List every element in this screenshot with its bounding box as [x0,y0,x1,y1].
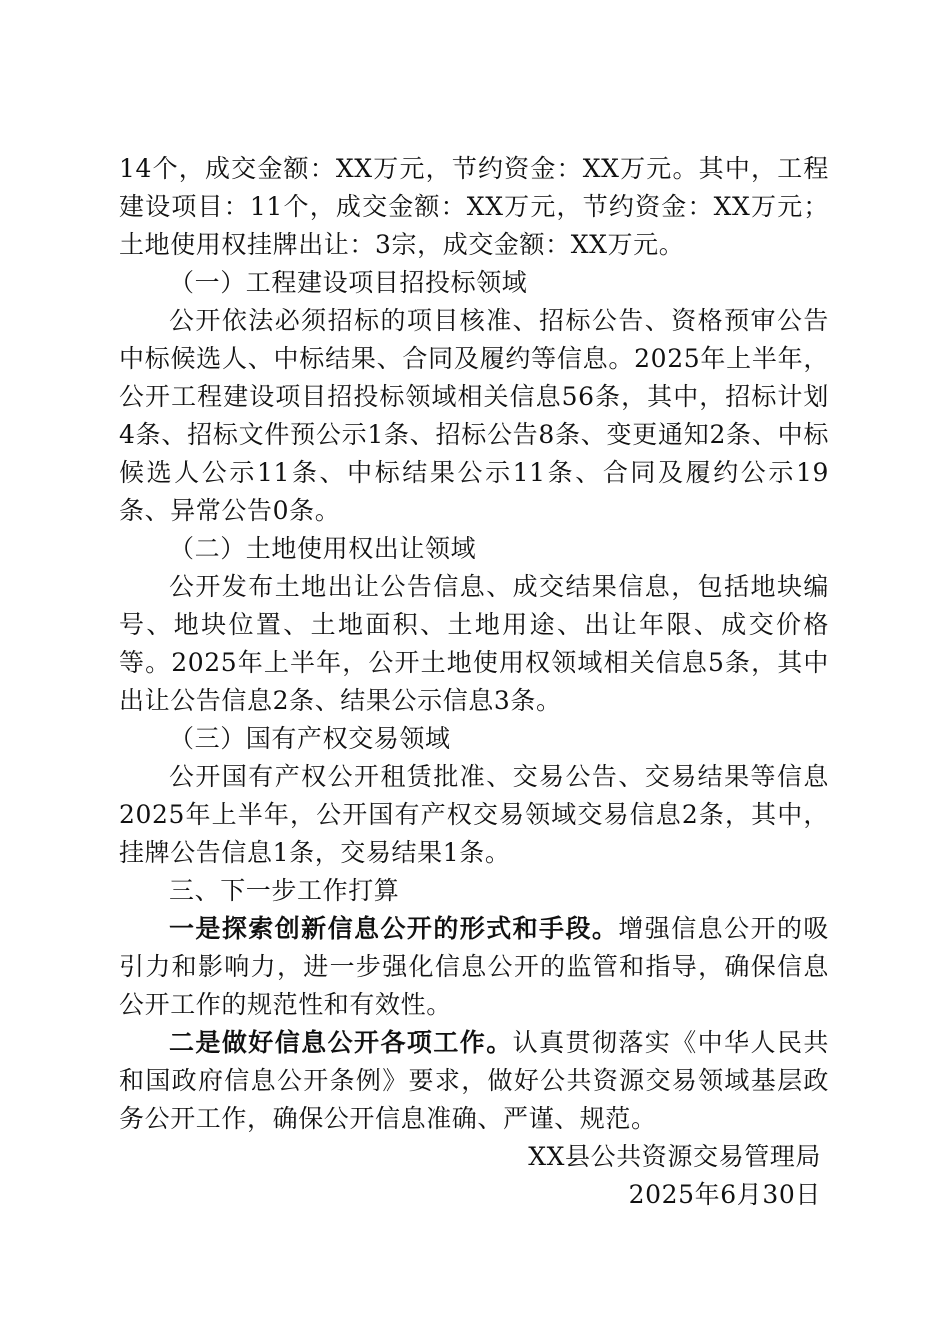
part3-item2-body: 认真贯彻落实《中华人民共和国政府信息公开条例》要求，做好公共资源交易领域基层政务公开工作，确保公开信息准确、严谨、规范。 [119,1028,830,1133]
part3-item1 [119,910,829,1024]
part3-item1-lead: 一是探索创新信息公开的形式和手段。 [169,914,619,943]
section2-body: 公开发布土地出让公告信息、成交结果信息，包括地块编号、地块位置、土地面积、土地用途、出让年限、成交价格等。2025年上半年，公开土地使用权领域相关信息5条，其中出让公告信息2条、结果公示信息3条。 [119,572,829,715]
part3-item1-body: 增强信息公开的吸引力和影响力，进一步强化信息公开的监管和指导，确保信息公开工作的规范性和有效性。 [119,914,829,1019]
section1-heading: （一）工程建设项目招投标领域 [169,268,528,297]
signature-org: XX县公共资源交易管理局 [528,1142,821,1171]
section1-body: 公开依法必须招标的项目核准、招标公告、资格预审公告中标候选人、中标结果、合同及履约等信息。2025年上半年，公开工程建设项目招投标领域相关信息56条，其中，招标计划4条、招标文件预公示1条、招标公告8条、变更通知2条、中标候选人公示11条、中标结果公示11条、合同及履约公示19条、异常公告0条。 [119,306,829,525]
section3-heading: （三）国有产权交易领域 [169,724,451,753]
part3-heading: 三、下一步工作打算 [169,876,400,905]
part3-item2-lead: 二是做好信息公开各项工作。 [169,1028,513,1057]
part3-item2 [119,1024,829,1138]
section3-body: 公开国有产权公开租赁批准、交易公告、交易结果等信息2025年上半年，公开国有产权交易领域交易信息2条，其中，挂牌公告信息1条，交易结果1条。 [119,762,829,867]
section2-heading: （二）土地使用权出让领域 [169,534,477,563]
document-page [119,150,829,1214]
intro-paragraph: 14个，成交金额：XX万元，节约资金：XX万元。其中，工程建设项目：11个，成交金额：XX万元，节约资金：XX万元；土地使用权挂牌出让：3宗，成交金额：XX万元。 [119,154,829,259]
signature-date: 2025年6月30日 [628,1180,821,1209]
